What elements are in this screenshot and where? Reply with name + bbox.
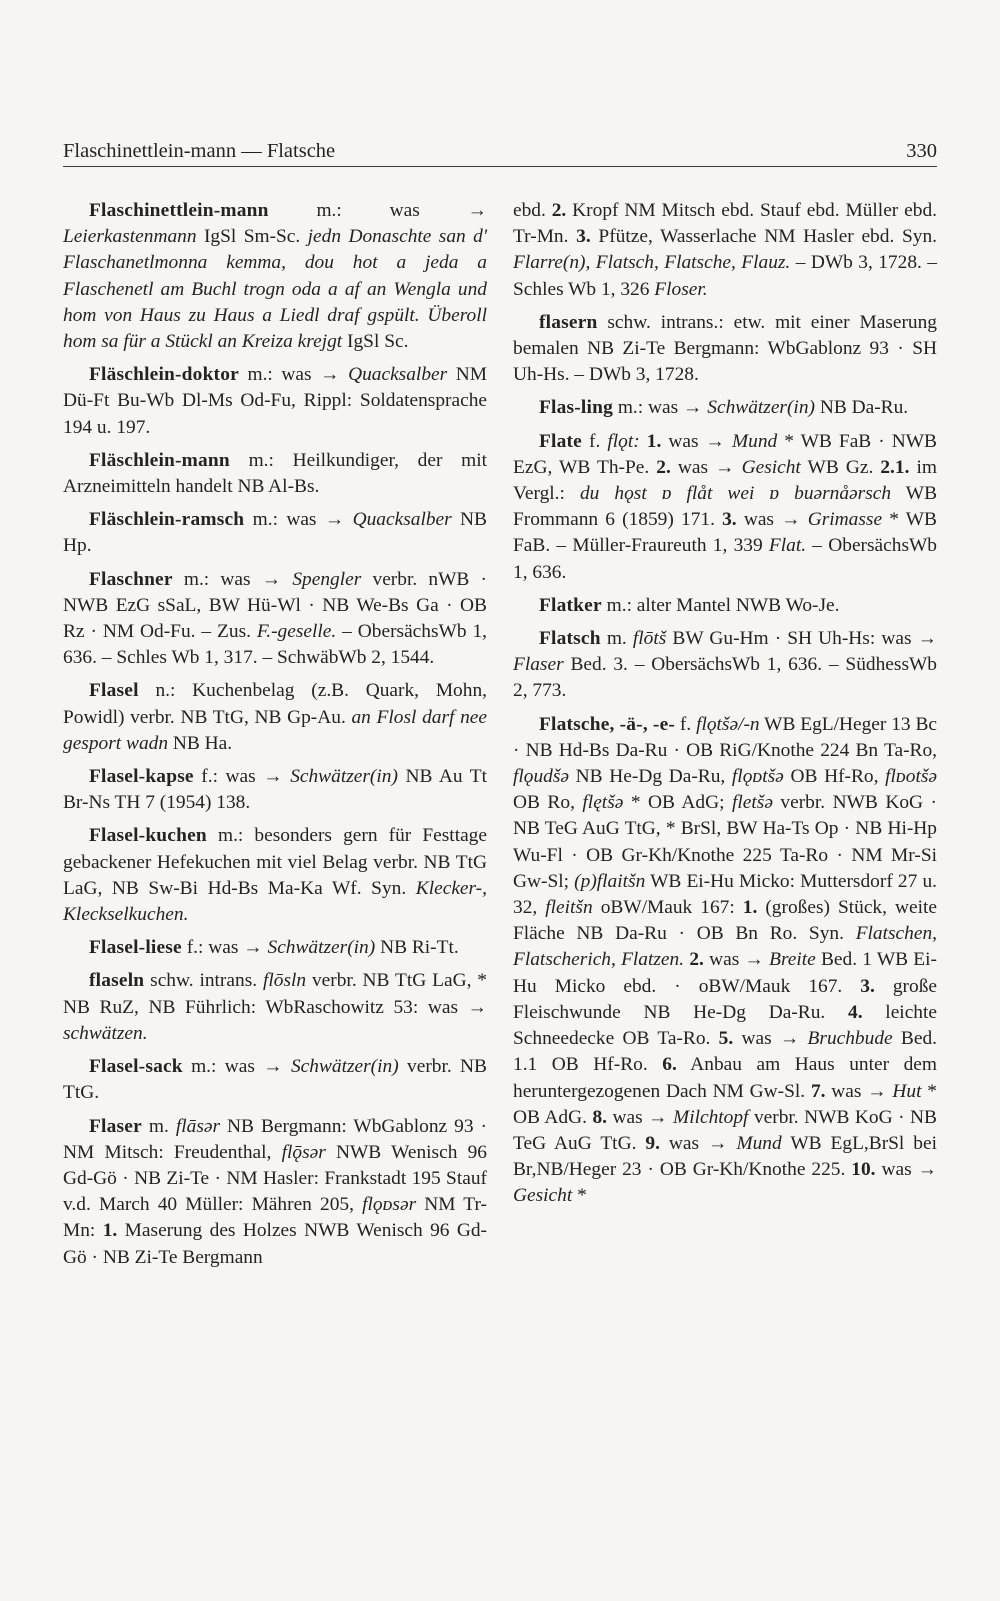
entry-italic-text: an Flosl darf nee gesport wadn <box>63 706 488 754</box>
entry-text: was → <box>659 1132 737 1154</box>
entry-text: 3. <box>722 509 737 531</box>
entry-text: 4. <box>848 1001 863 1023</box>
entry-text: was → <box>670 456 742 478</box>
dictionary-entry <box>513 429 937 586</box>
entry-text: – ObersächsWb 1, 636. <box>513 535 938 583</box>
entry-italic-text: jedn Donaschte san d' Flaschanetlmonna kemma, dou hot a jeda a Flaschenetl am Buchl trogn oda a af an Wengla und hom von Haus zu Haus a Liedl draf gspült. Überoll hom sa für a Stückl an Kreiza krejgt <box>63 226 487 353</box>
entry-italic-text: Mund <box>736 1132 782 1154</box>
running-header <box>63 136 937 167</box>
entry-text: NB Da-Ru. <box>814 397 909 419</box>
entry-text: schw. intrans.: etw. mit einer Maserung bemalen NB Zi-Te Bergmann: WbGablonz 93 · SH Uh-Hs. – DWb 3, 1728. <box>513 311 937 386</box>
entry-text: Pfütze, Wasserlache NM Hasler ebd. Syn. <box>590 226 937 248</box>
dictionary-entry <box>63 567 487 672</box>
entry-headword: Flate <box>539 430 582 452</box>
entry-text: Kropf NM Mitsch ebd. Stauf ebd. Müller ebd. Tr-Mn. <box>513 200 937 248</box>
entry-text: * OB AdG. <box>513 1080 937 1128</box>
entry-text: was → <box>875 1159 937 1181</box>
dictionary-entry <box>513 593 937 619</box>
entry-text: 10. <box>851 1159 876 1181</box>
entry-headword: Flatker <box>539 594 602 616</box>
entry-italic-text: Hut <box>892 1080 922 1102</box>
entry-italic-text: Bruchbude <box>807 1028 893 1050</box>
entry-text: IgSl Sm-Sc. <box>196 226 308 248</box>
entry-text: was → <box>736 509 808 531</box>
entry-text: NWB Wenisch 96 Gd-Gö · NB Zi-Te · NM Hasler: Frankstadt 195 Stauf v.d. March 40 Müller: Mähren 205, <box>63 1141 487 1216</box>
entry-italic-text: Milchtopf <box>673 1106 749 1128</box>
dictionary-entry <box>63 935 487 961</box>
dictionary-entry <box>63 764 487 816</box>
entry-italic-text: Gesicht <box>513 1185 573 1207</box>
entry-headword: Flasel-kuchen <box>89 825 207 847</box>
dictionary-entry <box>63 823 487 928</box>
entry-text: 3. <box>860 975 875 997</box>
dictionary-entry <box>63 448 487 500</box>
entry-text: OB Ro, <box>513 792 583 814</box>
entry-italic-text: du hǫst ɒ flåt wei ɒ buərnåərsch <box>579 483 892 505</box>
dictionary-entry <box>513 626 937 705</box>
entry-text: m.: Heilkundiger, der mit Arzneimitteln handelt NB Al-Bs. <box>63 449 487 498</box>
entry-text: OB Hf-Ro, <box>783 766 886 788</box>
entry-text: 2. <box>656 456 671 478</box>
entry-italic-text: Klecker-, Kleckselkuchen. <box>63 877 487 926</box>
entry-text: 8. <box>592 1106 607 1128</box>
entry-headword: Flasel-kapse <box>89 766 194 788</box>
entry-italic-text: flāsər <box>175 1115 221 1137</box>
entry-text: ebd. <box>513 200 552 221</box>
entry-text: große Fleischwunde NB He-Dg Da-Ru. <box>513 975 938 1023</box>
entry-text: – DWb 3, 1728. – Schles Wb 1, 326 <box>513 252 937 300</box>
entry-text: Maserung des Holzes NWB Wenisch 96 Gd-Gö · NB Zi-Te Bergmann <box>63 1220 488 1268</box>
entry-italic-text: flōtš <box>632 628 667 650</box>
entry-text: * <box>572 1185 587 1207</box>
entry-text: schw. intrans. <box>144 970 263 992</box>
entry-text: m.: was → <box>268 200 487 221</box>
entry-text <box>640 431 647 452</box>
entry-text: * WB FaB · NWB EzG, WB Th-Pe. <box>513 430 937 478</box>
entry-text: oBW/Mauk 167: <box>592 897 743 919</box>
entry-text: WB Frommann 6 (1859) 171. <box>513 483 937 531</box>
entry-text: 1. <box>742 897 758 919</box>
entry-text: was → <box>703 949 770 971</box>
entry-text: 2. <box>551 200 567 221</box>
entry-text: WB EgL/Heger 13 Bc · NB Hd-Bs Da-Ru · OB RiG/Knothe 224 Bn Ta-Ro, <box>513 713 937 761</box>
entry-text: m. <box>141 1115 176 1137</box>
entry-headword: flaseln <box>89 970 145 992</box>
left-column <box>63 198 487 1278</box>
dictionary-entry <box>63 678 487 757</box>
entry-italic-text: Grimasse <box>807 509 883 531</box>
entry-text: WB Gz. <box>800 456 881 478</box>
dictionary-entry <box>63 1054 487 1106</box>
entry-text: NB Ha. <box>168 732 233 754</box>
right-column <box>513 198 937 1217</box>
dictionary-entry <box>63 362 487 441</box>
entry-text: m.: was → <box>182 1056 291 1078</box>
entry-italic-text: Leierkastenmann <box>63 226 197 248</box>
entry-italic-text: Gesicht <box>741 456 801 478</box>
entry-headword: Flasel-sack <box>89 1056 183 1078</box>
entry-italic-text: Schwätzer(in) <box>290 766 398 788</box>
entry-text: 6. <box>662 1054 677 1076</box>
entry-text: NB Au Tt Br-Ns TH 7 (1954) 138. <box>63 766 487 814</box>
entry-headword: Flatsche, -ä-, -e- <box>539 713 676 735</box>
entry-italic-text: fletšə <box>732 792 773 814</box>
entry-text: 1. <box>102 1220 118 1242</box>
dictionary-entry <box>63 507 487 559</box>
entry-italic-text: Schwätzer(in) <box>707 397 815 419</box>
entry-text: (großes) Stück, weite Fläche NB Da-Ru · OB Bn Ro. Syn. <box>513 897 937 945</box>
entry-italic-text: Flarre(n), Flatsch, Flatsche, Flauz. <box>513 252 791 274</box>
entry-text: Anbau am Haus unter dem heruntergezogenen Dach NM Gw-Sl. <box>513 1054 937 1102</box>
entry-text: WB Ei-Hu Micko: Muttersdorf 27 u. 32, <box>513 870 937 919</box>
entry-text: was → <box>661 430 732 452</box>
entry-italic-text: Schwätzer(in) <box>267 937 376 959</box>
entry-italic-text: F.-geselle. <box>256 621 337 643</box>
dictionary-entry <box>63 968 487 1047</box>
entry-text: m.: alter Mantel NWB Wo-Je. <box>601 594 840 616</box>
entry-text: n.: Kuchenbelag (z.B. Quark, Mohn, Powidl) verbr. NB TtG, NB Gp-Au. <box>63 680 487 728</box>
entry-headword: Fläschlein-doktor <box>89 364 239 386</box>
dictionary-entry <box>513 198 937 303</box>
entry-text: BW Gu-Hm · SH Uh-Hs: was → <box>666 628 937 650</box>
entry-headword: Flasel-liese <box>89 937 182 959</box>
entry-text: m.: was → <box>244 509 353 531</box>
entry-text: leichte Schneedecke OB Ta-Ro. <box>513 1001 937 1050</box>
entry-headword: Fläschlein-mann <box>89 449 230 471</box>
entry-text: 2.1. <box>880 456 910 478</box>
dictionary-entry <box>513 395 937 421</box>
entry-italic-text: Flatschen, Flatscherich, Flatzen. <box>513 923 937 971</box>
entry-text: NB Ri-Tt. <box>375 937 459 959</box>
entry-italic-text: flǭsər <box>281 1141 326 1163</box>
entry-text: verbr. nWB · NWB EzG sSaL, BW Hü-Wl · NB We-Bs Ga · OB Rz · NM Od-Fu. – Zus. <box>63 568 487 643</box>
entry-italic-text: Spengler <box>292 568 362 590</box>
entry-italic-text: fleitšn <box>545 897 593 919</box>
dictionary-entry <box>513 712 937 1210</box>
entry-text: m.: was → <box>172 568 293 590</box>
entry-headword: Flaschner <box>89 568 173 590</box>
entry-text: m.: was → <box>613 397 708 419</box>
entry-text: 1. <box>646 430 662 452</box>
entry-text: 5. <box>718 1028 734 1050</box>
entry-italic-text: Flaser <box>513 654 564 676</box>
entry-headword: Flaschinettlein-mann <box>89 200 269 221</box>
entry-headword: Fläschlein-ramsch <box>89 509 245 531</box>
entry-text: f. <box>582 430 608 452</box>
entry-text: IgSl Sc. <box>342 331 409 353</box>
entry-italic-text: Floser. <box>654 278 708 300</box>
entry-text: was → <box>733 1028 808 1050</box>
running-title: Flaschinettlein-mann — Flatsche <box>63 140 336 162</box>
entry-text: WB EgL,BrSl bei Br,NB/Heger 23 · OB Gr-Kh/Knothe 225. <box>513 1132 937 1181</box>
entry-headword: Flatsch <box>539 628 601 650</box>
entry-italic-text: Breite <box>769 949 816 971</box>
entry-text: NM Tr-Mn: <box>63 1194 487 1242</box>
entry-text: verbr. NWB KoG · NB TeG AuG TtG, * BrSl, BW Ha-Ts Op · NB Hi-Hp Wu-Fl · OB Gr-Kh/Knothe 225 Ta-Ro · NM Mr-Si Gw-Sl; <box>513 792 938 892</box>
entry-text: 3. <box>576 226 591 248</box>
entry-headword: Flaser <box>89 1115 142 1137</box>
entry-text: was → <box>825 1080 893 1102</box>
entry-italic-text: flǫtšə/-n <box>696 713 760 735</box>
entry-text: – ObersächsWb 1, 636. – Schles Wb 1, 317. – SchwäbWb 2, 1544. <box>63 621 487 669</box>
entry-text: m.: was → <box>238 364 349 386</box>
entry-italic-text: Quacksalber <box>348 364 448 386</box>
entry-italic-text: flōsln <box>262 970 307 992</box>
entry-headword: flasern <box>539 311 598 333</box>
dictionary-entry <box>63 198 487 355</box>
entry-text: NM Dü-Ft Bu-Wb Dl-Ms Od-Fu, Rippl: Soldatensprache 194 u. 197. <box>63 364 487 438</box>
entry-italic-text: Flat. <box>768 535 807 557</box>
dictionary-entry <box>63 1114 487 1271</box>
entry-italic-text: flętšə <box>582 792 624 814</box>
entry-text: verbr. NB TtG LaG, * NB RuZ, NB Führlich: WbRaschowitz 53: was → <box>63 970 488 1018</box>
entry-text: m.: besonders gern für Festtage gebackener Hefekuchen mit viel Belag verbr. NB TtG LaG, NB Sw-Bi Hd-Bs Ma-Ka Wf. Syn. <box>63 825 487 899</box>
entry-text: im Vergl.: <box>513 456 937 505</box>
entry-italic-text: flᴅotšə <box>885 766 937 788</box>
entry-text: 7. <box>810 1080 826 1102</box>
entry-text: 2. <box>689 949 704 971</box>
entry-text: * OB AdG; <box>623 792 732 814</box>
entry-text: f.: was → <box>193 766 291 788</box>
entry-italic-text: Quacksalber <box>352 509 452 531</box>
entry-text: f. <box>675 713 697 735</box>
entry-italic-text: flǫᴅsər <box>362 1194 417 1216</box>
entry-text: m. <box>600 628 633 650</box>
entry-headword: Flas-ling <box>539 397 613 419</box>
entry-italic-text: schwätzen. <box>63 1022 148 1044</box>
entry-text: 9. <box>645 1132 660 1154</box>
entry-text: was → <box>606 1106 674 1128</box>
entry-text: Bed. 1.1 OB Hf-Ro. <box>513 1028 937 1076</box>
entry-italic-text: flǫt: <box>607 430 640 452</box>
entry-text: Bed. 1 WB Ei-Hu Micko ebd. · oBW/Mauk 167. <box>513 949 938 997</box>
entry-text: verbr. NB TtG. <box>63 1056 487 1104</box>
entry-text: * WB FaB. – Müller-Fraureuth 1, 339 <box>513 509 937 557</box>
entry-italic-text: Schwätzer(in) <box>290 1056 399 1078</box>
dictionary-entry <box>513 310 937 389</box>
entry-text: NB He-Dg Da-Ru, <box>569 766 732 788</box>
entry-italic-text: flǫᴅtšə <box>731 766 784 788</box>
entry-text: f.: was → <box>181 937 268 959</box>
entry-italic-text: flǫudšə <box>513 766 570 788</box>
entry-text: NB Bergmann: WbGablonz 93 · NM Mitsch: Freudenthal, <box>63 1115 487 1163</box>
entry-headword: Flasel <box>89 680 139 702</box>
entry-italic-text: Mund <box>731 430 778 452</box>
entry-italic-text: (p)flaitšn <box>574 870 646 892</box>
entry-text: verbr. NWB KoG · NB TeG AuG TtG. <box>513 1106 937 1154</box>
entry-text: NB Hp. <box>63 509 487 557</box>
page-number: 330 <box>906 140 937 162</box>
entry-text: Bed. 3. – ObersächsWb 1, 636. – SüdhessWb 2, 773. <box>513 654 937 702</box>
